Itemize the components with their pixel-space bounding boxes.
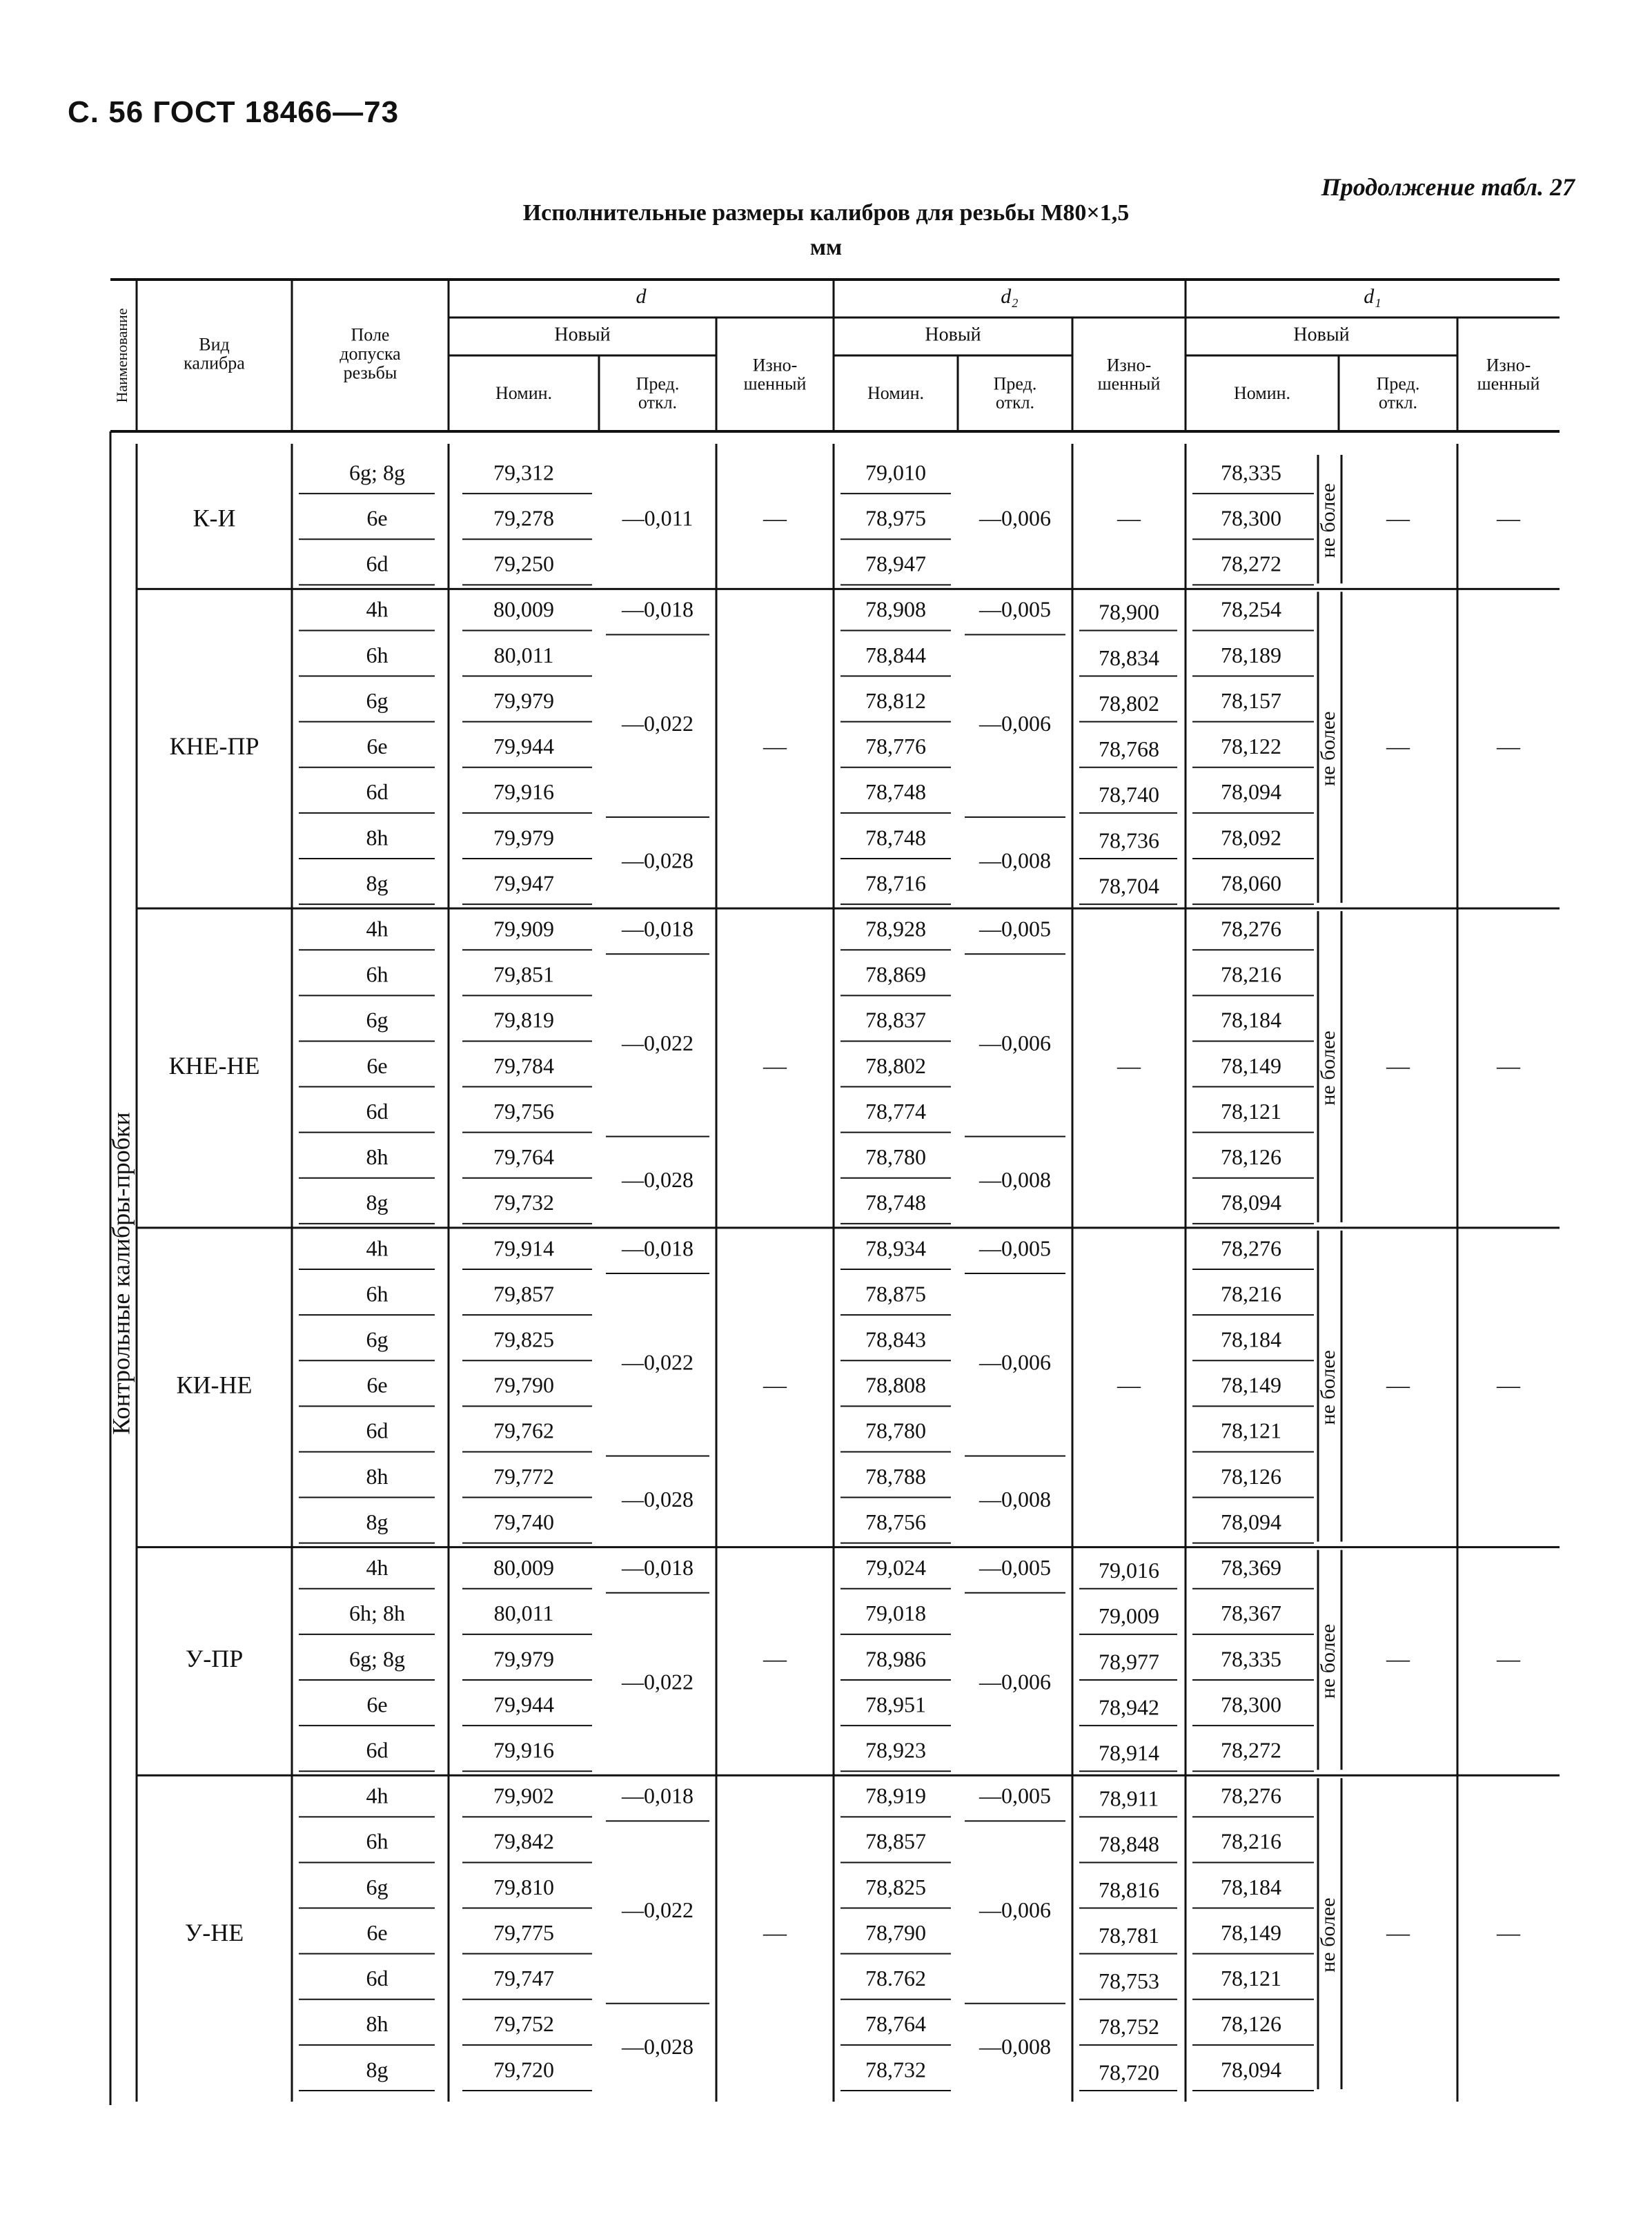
tolerance-field: 6e	[366, 734, 388, 759]
column-header-type: калибра	[184, 353, 245, 373]
d2-nominal: 78,837	[865, 1007, 926, 1033]
d2-worn: 78,816	[1099, 1877, 1159, 1902]
d2-deviation: —0,006	[979, 505, 1051, 531]
d2-worn: 78,848	[1099, 1831, 1159, 1857]
column-header-deviation: откл.	[1378, 392, 1418, 413]
d2-worn: 78,900	[1099, 599, 1159, 625]
d-nominal: 79,944	[493, 1692, 554, 1717]
d1-nominal: 78,369	[1221, 1555, 1281, 1581]
d1-nominal: 78,272	[1221, 1737, 1281, 1763]
column-header-d2: d₂	[1001, 284, 1019, 308]
d1-nominal: 78,094	[1221, 1509, 1281, 1534]
d1-worn: —	[1497, 1646, 1520, 1672]
d1-nominal: 78,184	[1221, 1874, 1281, 1899]
d-worn: —	[763, 1920, 787, 1946]
tolerance-field: 6d	[366, 1737, 389, 1763]
d2-nominal: 78.762	[865, 1966, 926, 1991]
d1-nominal: 78,149	[1221, 1919, 1281, 1945]
d1-nominal: 78,216	[1221, 1828, 1281, 1854]
d1-nominal: 78,184	[1221, 1327, 1281, 1352]
d2-deviation: —0,005	[979, 596, 1051, 622]
d-nominal: 79,909	[493, 916, 554, 941]
d-deviation: —0,018	[622, 1555, 694, 1581]
d1-deviation: —	[1386, 1053, 1410, 1079]
d-nominal: 79,250	[493, 551, 554, 576]
tolerance-field: 6d	[366, 779, 389, 805]
d2-nominal: 78,919	[865, 1783, 926, 1808]
d1-nominal: 78,094	[1221, 2057, 1281, 2082]
d1-nominal: 78,300	[1221, 505, 1281, 531]
d1-nominal: 78,121	[1221, 1098, 1281, 1124]
tolerance-field: 4h	[366, 916, 389, 941]
d2-worn: 79,016	[1099, 1558, 1159, 1583]
d-nominal: 80,009	[493, 1555, 554, 1581]
d-nominal: 80,011	[493, 1601, 554, 1626]
tolerance-field: 8h	[366, 1144, 389, 1170]
column-header-deviation: Пред.	[993, 373, 1037, 394]
gauge-type-label: КИ-НЕ	[176, 1371, 253, 1399]
d-nominal: 79,775	[493, 1919, 554, 1945]
gauge-type-label: КНЕ-ПР	[169, 732, 259, 760]
column-header-new: Новый	[1293, 324, 1350, 346]
d2-nominal: 78,748	[865, 1190, 926, 1215]
d2-worn: 78,740	[1099, 782, 1159, 808]
column-header-d1: d₁	[1364, 284, 1381, 308]
d-nominal: 79,772	[493, 1463, 554, 1489]
d2-deviation: —0,008	[979, 1167, 1051, 1193]
column-header-tolerance: Поле	[351, 324, 390, 345]
tolerance-field: 6h	[366, 1828, 389, 1854]
d1-nominal: 78,094	[1221, 1190, 1281, 1215]
d2-deviation: —0,005	[979, 1235, 1051, 1261]
column-header-new: Новый	[925, 324, 981, 346]
d2-nominal: 78,869	[865, 961, 926, 987]
d-nominal: 79,278	[493, 505, 554, 531]
d-deviation: —0,018	[622, 596, 694, 622]
d2-deviation: —0,008	[979, 2034, 1051, 2060]
d1-deviation: —	[1386, 1920, 1410, 1946]
d2-deviation: —0,006	[979, 1349, 1051, 1375]
d-nominal: 79,914	[493, 1235, 554, 1261]
d2-deviation: —0,006	[979, 1897, 1051, 1922]
d-worn: —	[763, 1053, 787, 1079]
d1-nominal: 78,184	[1221, 1007, 1281, 1033]
column-header-d: d	[636, 284, 647, 308]
d-nominal: 79,916	[493, 1737, 554, 1763]
column-header-tolerance: допуска	[340, 343, 401, 364]
tolerance-field: 8g	[366, 2057, 389, 2082]
d2-nominal: 78,774	[865, 1098, 926, 1124]
column-header-name: Наименование	[113, 308, 131, 403]
d-nominal: 79,979	[493, 1646, 554, 1672]
d-nominal: 79,944	[493, 734, 554, 759]
tolerance-field: 6d	[366, 1098, 389, 1124]
d-nominal: 79,752	[493, 2011, 554, 2037]
column-header-deviation: откл.	[995, 392, 1035, 413]
d1-nominal: 78,092	[1221, 825, 1281, 850]
gauge-type-label: У-НЕ	[184, 1918, 244, 1946]
d1-nominal: 78,276	[1221, 916, 1281, 941]
d-deviation: —0,022	[622, 1030, 694, 1055]
d2-nominal: 78,825	[865, 1874, 926, 1899]
d1-worn: —	[1497, 734, 1520, 760]
gauge-type-label: К-И	[193, 504, 236, 532]
d-nominal: 79,810	[493, 1874, 554, 1899]
d2-worn: 78,942	[1099, 1694, 1159, 1720]
d2-worn: 78,736	[1099, 828, 1159, 853]
column-header-worn: Изно-	[1106, 355, 1152, 375]
d-nominal: 79,790	[493, 1372, 554, 1398]
d-deviation: —0,011	[622, 505, 694, 531]
d-worn: —	[763, 505, 787, 531]
column-header-new: Новый	[554, 324, 611, 346]
tolerance-field: 6d	[366, 551, 389, 576]
d-nominal: 79,851	[493, 961, 554, 987]
d2-nominal: 78,764	[865, 2011, 926, 2037]
continuation-note: Продолжение табл. 27	[1321, 173, 1575, 201]
d1-nominal: 78,216	[1221, 961, 1281, 987]
d2-worn: 78,781	[1099, 1922, 1159, 1948]
d-nominal: 79,784	[493, 1053, 554, 1078]
d-deviation: —0,028	[622, 1167, 694, 1193]
tolerance-field: 6g	[366, 687, 389, 713]
tolerance-field: 8h	[366, 1463, 389, 1489]
d-worn: —	[763, 1373, 787, 1399]
tolerance-field: 6h	[366, 1281, 389, 1307]
d2-nominal: 78,802	[865, 1053, 926, 1078]
d2-worn: 79,009	[1099, 1603, 1159, 1629]
d1-nominal: 78,367	[1221, 1601, 1281, 1626]
d2-deviation: —0,006	[979, 711, 1051, 736]
note-not-more: не более	[1316, 711, 1339, 786]
d2-nominal: 78,808	[865, 1372, 926, 1398]
d1-nominal: 78,149	[1221, 1372, 1281, 1398]
tolerance-field: 6d	[366, 1966, 389, 1991]
column-header-nominal: Номин.	[1233, 382, 1291, 403]
d2-worn: 78,720	[1099, 2060, 1159, 2085]
d1-deviation: —	[1386, 505, 1410, 531]
d2-worn-dash: —	[1117, 1373, 1141, 1399]
column-header-nominal: Номин.	[867, 382, 925, 403]
tolerance-field: 6e	[366, 1692, 388, 1717]
d-nominal: 80,011	[493, 642, 554, 667]
d1-nominal: 78,126	[1221, 1463, 1281, 1489]
d2-nominal: 79,018	[865, 1601, 926, 1626]
d-nominal: 79,902	[493, 1783, 554, 1808]
d-deviation: —0,018	[622, 1235, 694, 1261]
column-header-deviation: Пред.	[636, 373, 680, 394]
gauge-type-label: КНЕ-НЕ	[168, 1051, 260, 1079]
d1-nominal: 78,276	[1221, 1783, 1281, 1808]
tolerance-field: 6g	[366, 1007, 389, 1033]
d-nominal: 79,732	[493, 1190, 554, 1215]
tolerance-field: 8g	[366, 1509, 389, 1534]
d1-nominal: 78,126	[1221, 1144, 1281, 1170]
table-title: Исполнительные размеры калибров для резьбы M80×1,5	[522, 200, 1130, 226]
d2-nominal: 78,732	[865, 2057, 926, 2082]
tolerance-field: 6g	[366, 1327, 389, 1352]
tolerance-field: 6g; 8g	[349, 460, 405, 485]
d1-nominal: 78,121	[1221, 1418, 1281, 1443]
tolerance-field: 4h	[366, 596, 389, 622]
tolerance-field: 4h	[366, 1235, 389, 1261]
d2-nominal: 78,844	[865, 642, 926, 667]
tolerance-field: 6d	[366, 1418, 389, 1443]
d2-nominal: 78,780	[865, 1418, 926, 1443]
d2-worn: 78,802	[1099, 690, 1159, 716]
d1-nominal: 78,189	[1221, 642, 1281, 667]
d2-nominal: 78,788	[865, 1463, 926, 1489]
tolerance-field: 4h	[366, 1555, 389, 1581]
tolerance-field: 4h	[366, 1783, 389, 1808]
d2-nominal: 78,756	[865, 1509, 926, 1534]
d2-nominal: 78,908	[865, 596, 926, 622]
d-nominal: 79,747	[493, 1966, 554, 1991]
note-not-more: не более	[1316, 1350, 1339, 1425]
d2-nominal: 78,951	[865, 1692, 926, 1717]
d2-nominal: 78,780	[865, 1144, 926, 1170]
d2-worn: 78,911	[1099, 1786, 1159, 1811]
d1-nominal: 78,149	[1221, 1053, 1281, 1078]
d2-nominal: 78,947	[865, 551, 926, 576]
d2-worn: 78,753	[1099, 1968, 1159, 1994]
d-nominal: 79,857	[493, 1281, 554, 1307]
note-not-more: не более	[1316, 1623, 1339, 1699]
d1-nominal: 78,276	[1221, 1235, 1281, 1261]
d-nominal: 79,756	[493, 1098, 554, 1124]
d-worn: —	[763, 1646, 787, 1672]
d-nominal: 79,740	[493, 1509, 554, 1534]
d-nominal: 79,947	[493, 870, 554, 896]
d1-nominal: 78,335	[1221, 460, 1281, 485]
d2-deviation: —0,006	[979, 1669, 1051, 1694]
d2-worn: 78,834	[1099, 645, 1159, 670]
d2-nominal: 78,843	[865, 1327, 926, 1352]
d2-worn: 78,752	[1099, 2014, 1159, 2040]
d2-nominal: 78,986	[865, 1646, 926, 1672]
d1-nominal: 78,126	[1221, 2011, 1281, 2037]
tolerance-field: 8h	[366, 825, 389, 850]
d1-worn: —	[1497, 505, 1520, 531]
gauge-type-label: У-ПР	[185, 1645, 244, 1673]
d1-nominal: 78,060	[1221, 870, 1281, 896]
d2-nominal: 78,928	[865, 916, 926, 941]
d2-nominal: 78,857	[865, 1828, 926, 1854]
page-reference: С. 56 ГОСТ 18466—73	[68, 95, 400, 129]
d2-worn: 78,977	[1099, 1649, 1159, 1674]
d2-nominal: 78,934	[865, 1235, 926, 1261]
column-header-nominal: Номин.	[495, 382, 553, 403]
tolerance-field: 8g	[366, 870, 389, 896]
d-nominal: 79,720	[493, 2057, 554, 2082]
d1-nominal: 78,300	[1221, 1692, 1281, 1717]
d2-nominal: 78,923	[865, 1737, 926, 1763]
tolerance-field: 6e	[366, 1372, 388, 1398]
tolerance-field: 6e	[366, 505, 388, 531]
d1-nominal: 78,157	[1221, 687, 1281, 713]
d2-deviation: —0,006	[979, 1030, 1051, 1055]
d-deviation: —0,018	[622, 916, 694, 941]
note-not-more: не более	[1316, 1897, 1339, 1973]
d1-nominal: 78,121	[1221, 1966, 1281, 1991]
d2-deviation: —0,005	[979, 1555, 1051, 1581]
d-deviation: —0,022	[622, 1897, 694, 1922]
d2-nominal: 78,875	[865, 1281, 926, 1307]
d-nominal: 79,979	[493, 687, 554, 713]
tolerance-field: 6g; 8g	[349, 1646, 405, 1672]
d-nominal: 79,842	[493, 1828, 554, 1854]
d-nominal: 79,819	[493, 1007, 554, 1033]
d-nominal: 79,916	[493, 779, 554, 805]
column-header-worn: Изно-	[1486, 355, 1531, 375]
d1-nominal: 78,122	[1221, 734, 1281, 759]
d2-deviation: —0,005	[979, 916, 1051, 941]
d-deviation: —0,028	[622, 1486, 694, 1512]
tolerance-field: 6e	[366, 1053, 388, 1078]
gauge-group-name: Контрольные калибры-пробки	[107, 1112, 135, 1435]
d2-nominal: 78,975	[865, 505, 926, 531]
d2-nominal: 78,812	[865, 687, 926, 713]
column-header-worn: шенный	[1097, 373, 1161, 394]
d2-nominal: 78,748	[865, 825, 926, 850]
d2-nominal: 78,748	[865, 779, 926, 805]
d2-worn: 78,768	[1099, 736, 1159, 762]
d1-nominal: 78,272	[1221, 551, 1281, 576]
column-header-deviation: Пред.	[1376, 373, 1420, 394]
d1-deviation: —	[1386, 734, 1410, 760]
d-nominal: 79,312	[493, 460, 554, 485]
d2-nominal: 79,010	[865, 460, 926, 485]
d-nominal: 79,979	[493, 825, 554, 850]
d2-nominal: 78,716	[865, 870, 926, 896]
d-nominal: 79,825	[493, 1327, 554, 1352]
d1-nominal: 78,094	[1221, 779, 1281, 805]
d-deviation: —0,022	[622, 711, 694, 736]
d2-deviation: —0,008	[979, 848, 1051, 873]
tolerance-field: 6e	[366, 1919, 388, 1945]
d-deviation: —0,022	[622, 1669, 694, 1694]
d-deviation: —0,018	[622, 1783, 694, 1808]
d1-worn: —	[1497, 1053, 1520, 1079]
tolerance-field: 6h; 8h	[349, 1601, 405, 1626]
d1-deviation: —	[1386, 1373, 1410, 1399]
note-not-more: не более	[1316, 1030, 1339, 1106]
column-header-tolerance: резьбы	[343, 362, 397, 383]
d-worn: —	[763, 734, 787, 760]
d-deviation: —0,028	[622, 848, 694, 873]
tolerance-field: 8h	[366, 2011, 389, 2037]
column-header-worn: шенный	[743, 373, 807, 394]
d2-deviation: —0,008	[979, 1486, 1051, 1512]
d2-deviation: —0,005	[979, 1783, 1051, 1808]
d-nominal: 80,009	[493, 596, 554, 622]
d-deviation: —0,022	[622, 1349, 694, 1375]
d-deviation: —0,028	[622, 2034, 694, 2060]
tolerance-field: 6g	[366, 1874, 389, 1899]
d1-nominal: 78,216	[1221, 1281, 1281, 1307]
d2-worn: 78,704	[1099, 873, 1159, 899]
tolerance-field: 6h	[366, 961, 389, 987]
column-header-worn: шенный	[1477, 373, 1540, 394]
tolerance-field: 6h	[366, 642, 389, 667]
note-not-more: не более	[1316, 482, 1339, 558]
d2-nominal: 78,776	[865, 734, 926, 759]
d1-nominal: 78,254	[1221, 596, 1281, 622]
d1-worn: —	[1497, 1373, 1520, 1399]
d2-worn-dash: —	[1117, 505, 1141, 531]
tolerance-field: 8g	[366, 1190, 389, 1215]
d1-nominal: 78,335	[1221, 1646, 1281, 1672]
table-unit: мм	[809, 235, 843, 260]
d2-nominal: 79,024	[865, 1555, 926, 1581]
d2-worn: 78,914	[1099, 1740, 1159, 1766]
d-nominal: 79,762	[493, 1418, 554, 1443]
d1-deviation: —	[1386, 1646, 1410, 1672]
column-header-deviation: откл.	[638, 392, 678, 413]
d1-worn: —	[1497, 1920, 1520, 1946]
d-nominal: 79,764	[493, 1144, 554, 1170]
column-header-worn: Изно-	[752, 355, 798, 375]
column-header-type: Вид	[199, 334, 230, 355]
d2-nominal: 78,790	[865, 1919, 926, 1945]
d2-worn-dash: —	[1117, 1053, 1141, 1079]
